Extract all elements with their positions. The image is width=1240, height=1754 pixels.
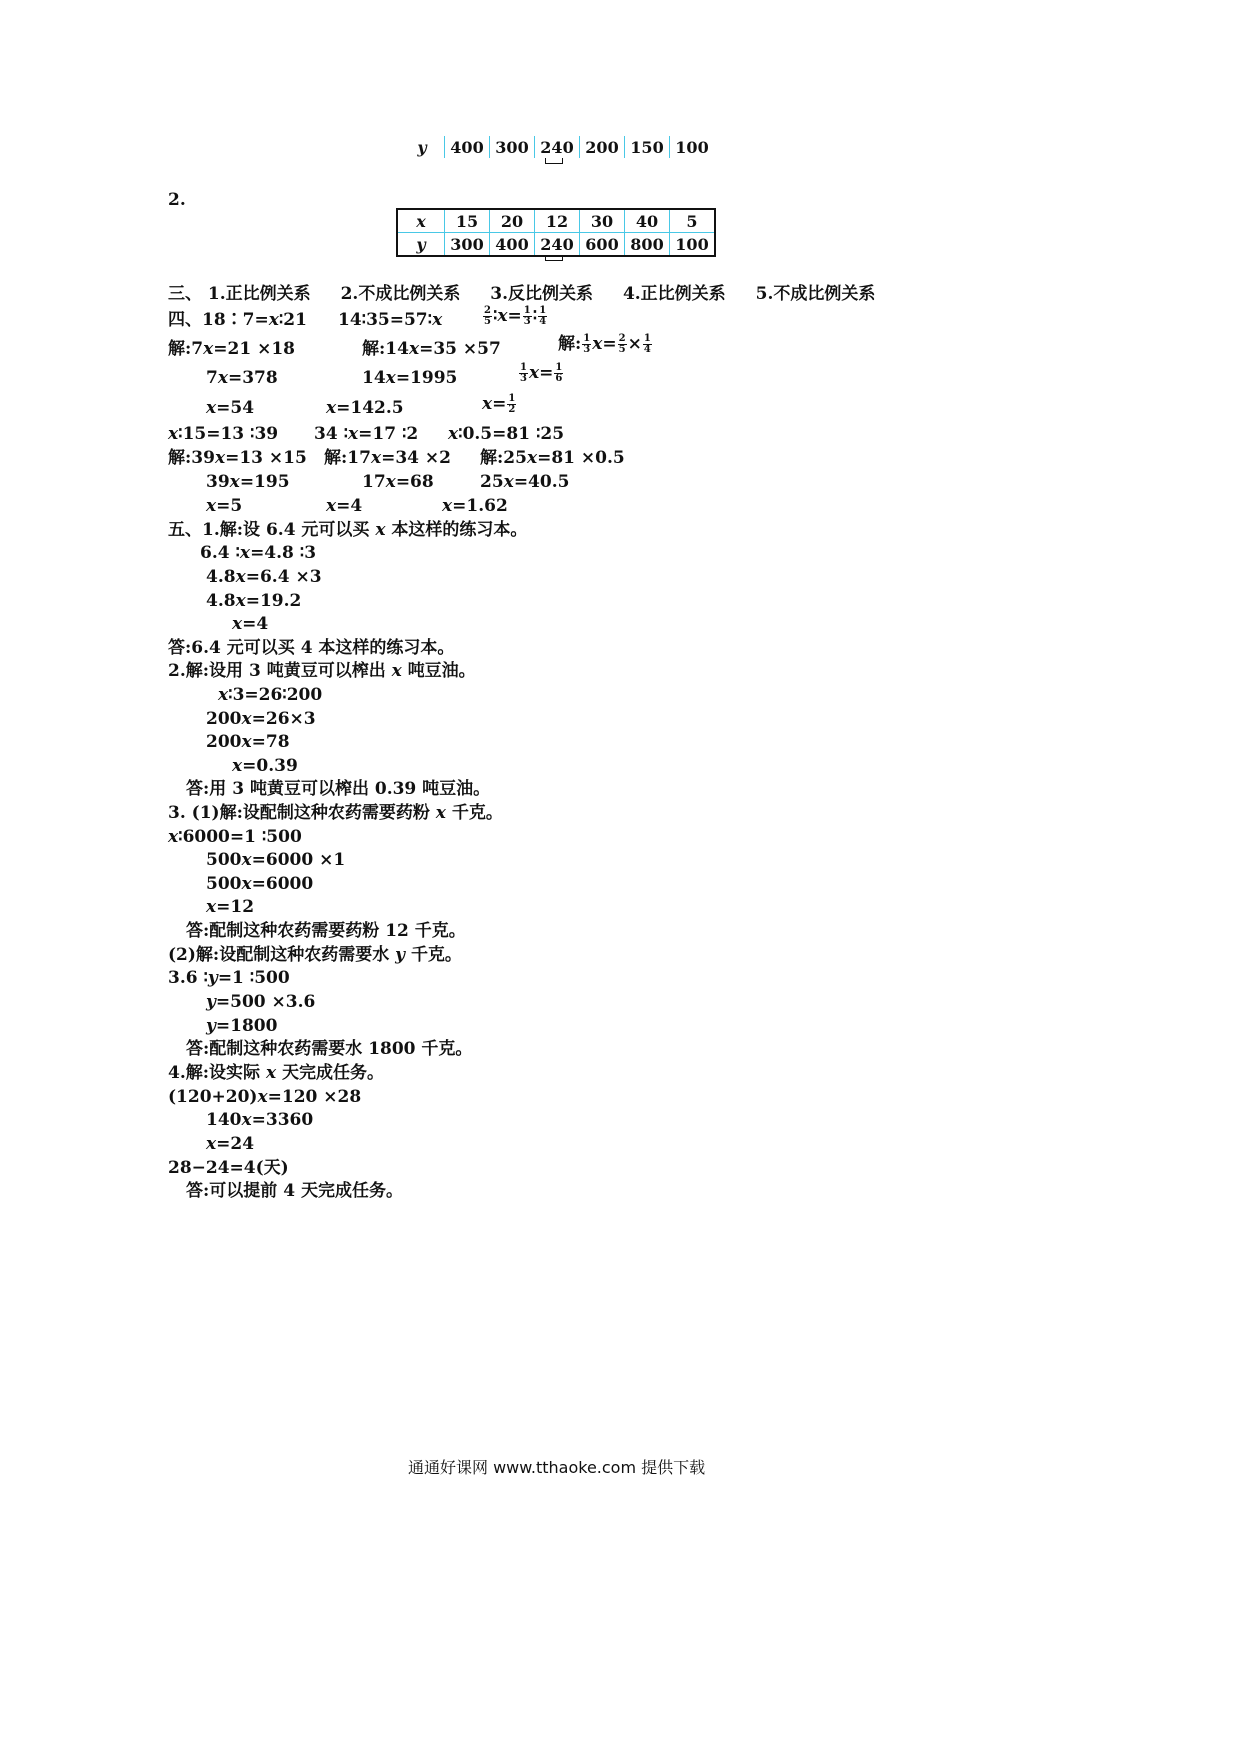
var-x: x	[528, 363, 540, 383]
var-x: x	[168, 424, 179, 444]
eq-text: =4	[336, 496, 363, 516]
var-x: x	[442, 496, 453, 516]
s4-row3-col2	[362, 368, 457, 388]
s4-row4-col1	[206, 398, 254, 418]
top-table-cell: 400	[445, 136, 490, 158]
section3-item: 1.正比例关系	[207, 284, 311, 304]
eq-text: 14	[385, 339, 409, 359]
top-table-cell: 200	[580, 136, 625, 158]
eq-text: 17	[347, 448, 371, 468]
var-x: x	[497, 306, 508, 326]
fraction: $\frac{1}{6}$	[555, 362, 563, 384]
p1-intro: 五、1.解:设 6.4 元可以买 x 本这样的练习本。	[168, 520, 528, 540]
top-table-header: y	[417, 137, 427, 157]
eq-text: 解:	[168, 448, 192, 468]
s4-row1-col1	[168, 310, 307, 330]
fraction: $\frac{1}{3}$	[583, 333, 591, 355]
p3-m3: y=1800	[206, 1016, 278, 1036]
fraction: $\frac{1}{4}$	[643, 333, 651, 355]
eq-text: =	[602, 334, 617, 354]
var-x: x	[214, 448, 226, 468]
fraction: $\frac{2}{5}$	[484, 305, 491, 327]
var-x: x	[408, 339, 420, 359]
s4-row2-col2	[362, 339, 501, 359]
footer-text: 通通好课网 www.tthaoke.com 提供下载	[408, 1458, 706, 1477]
eq-text: =17 ∶2	[358, 424, 419, 444]
eq-text: 解:	[362, 339, 386, 359]
eq-text: =40.5	[513, 472, 570, 492]
var-x: x	[326, 398, 337, 418]
p4-line4: 28−24=4(天)	[168, 1158, 289, 1178]
section3-title: 三、	[168, 284, 202, 304]
fraction: $\frac{1}{3}$	[520, 362, 527, 384]
var-x: x	[203, 339, 214, 359]
q2-row-y	[397, 233, 715, 257]
s4-row6-col3	[480, 448, 625, 468]
section3-item: 5.不成比例关系	[755, 284, 876, 304]
p2-line4: x=0.39	[232, 756, 298, 776]
s4-row8-col1	[206, 496, 242, 516]
var-x: x	[206, 398, 217, 418]
p4-line2: 140x=3360	[206, 1110, 314, 1130]
q2-cell: 15	[445, 209, 490, 233]
q2-y-header: y	[416, 234, 426, 254]
q2-table-marker	[545, 255, 563, 261]
fraction: $\frac{2}{5}$	[618, 333, 626, 355]
p3-line4: x=12	[206, 897, 255, 917]
eq-text: =195	[239, 472, 290, 492]
eq-text: =378	[227, 368, 278, 388]
p2-answer: 答:用 3 吨黄豆可以榨出 0.39 吨豆油。	[186, 779, 491, 799]
p1-line3: 4.8x=19.2	[206, 591, 302, 611]
eq-text: 18∶7=	[202, 310, 269, 330]
q2-cell: 100	[670, 233, 716, 257]
q2-cell: 600	[580, 233, 625, 257]
p1-answer: 答:6.4 元可以买 4 本这样的练习本。	[168, 638, 455, 658]
p2-line3: 200x=78	[206, 732, 290, 752]
var-x: x	[482, 394, 493, 414]
top-table-cell: 300	[490, 136, 535, 158]
q2-label: 2.	[168, 190, 186, 210]
q2-cell: 400	[490, 233, 535, 257]
top-table-cell: 150	[625, 136, 670, 158]
var-x: x	[229, 472, 240, 492]
section4-title: 四、	[168, 310, 202, 330]
eq-text: ∶15=13 ∶39	[178, 424, 279, 444]
s4-row5-col1	[168, 424, 278, 444]
s4-row4-col3	[482, 394, 517, 415]
var-x: x	[206, 496, 217, 516]
eq-text: ∶0.5=81 ∶25	[458, 424, 565, 444]
eq-text: 解:	[480, 448, 504, 468]
eq-text: =5	[216, 496, 243, 516]
s4-row3-col3	[518, 363, 564, 384]
p1-line4: x=4	[232, 614, 269, 634]
var-x: x	[268, 310, 279, 330]
eq-text: =81 ×0.5	[537, 448, 625, 468]
s4-row8-col2	[326, 496, 362, 516]
var-x: x	[385, 472, 396, 492]
eq-text: =54	[216, 398, 255, 418]
s4-row5-col2	[314, 424, 418, 444]
p2-line2: 200x=26×3	[206, 709, 316, 729]
q2-cell: 12	[535, 209, 580, 233]
q2-cell: 30	[580, 209, 625, 233]
eq-text: 34 ∶	[314, 424, 348, 444]
var-x: x	[217, 368, 228, 388]
eq-text: 25	[480, 472, 504, 492]
q2-row-x	[397, 209, 715, 233]
s4-row2-col3	[558, 334, 653, 355]
p3-m2: y=500 ×3.6	[206, 992, 316, 1012]
eq-text: 解:	[558, 334, 582, 354]
eq-text: =	[492, 394, 507, 414]
s4-row7-col3	[480, 472, 569, 492]
fraction: $\frac{1}{3}$	[523, 305, 531, 327]
eq-text: =34 ×2	[381, 448, 451, 468]
eq-text: 39	[191, 448, 215, 468]
eq-text: 7	[191, 339, 204, 359]
s4-row3-col1	[206, 368, 278, 388]
q2-table	[396, 208, 716, 257]
q2-cell: 20	[490, 209, 535, 233]
eq-text: 14	[362, 368, 386, 388]
eq-text: ∶	[492, 306, 498, 326]
q2-cell: 800	[625, 233, 670, 257]
s4-row6-col2	[324, 448, 451, 468]
q2-cell: 240	[535, 233, 580, 257]
eq-text: 解:	[324, 448, 348, 468]
s4-row7-col2	[362, 472, 434, 492]
var-x: x	[370, 448, 382, 468]
eq-text: =1995	[395, 368, 458, 388]
var-x: x	[592, 334, 603, 354]
s4-row4-col2	[326, 398, 404, 418]
top-table-cell: 100	[670, 136, 715, 158]
var-x: x	[432, 310, 443, 330]
s4-row6-col1	[168, 448, 307, 468]
fraction: $\frac{1}{2}$	[508, 393, 516, 415]
eq-text: 7	[206, 368, 218, 388]
var-x: x	[503, 472, 514, 492]
q2-cell: 40	[625, 209, 670, 233]
section3-item: 4.正比例关系	[622, 284, 726, 304]
var-x: x	[526, 448, 538, 468]
var-x: x	[448, 424, 459, 444]
s4-row8-col3	[442, 496, 508, 516]
eq-text: =13 ×15	[225, 448, 307, 468]
top-table-row	[400, 136, 714, 158]
eq-text: 14∶35=57∶	[338, 310, 433, 330]
s4-row2-col1	[168, 339, 295, 359]
var-x: x	[348, 424, 359, 444]
eq-text: =	[507, 306, 522, 326]
p4-line1: (120+20)x=120 ×28	[168, 1087, 362, 1107]
p4-answer: 答:可以提前 4 天完成任务。	[186, 1181, 403, 1201]
section3-item: 2.不成比例关系	[340, 284, 461, 304]
eq-text: ∶	[532, 306, 538, 326]
top-table	[400, 136, 714, 158]
s4-row1-col3	[482, 306, 548, 327]
p1-line1: 6.4 ∶x=4.8 ∶3	[200, 543, 317, 563]
q2-cell: 5	[670, 209, 716, 233]
p3-line1: x∶6000=1 ∶500	[168, 827, 302, 847]
p3-m1: 3.6 ∶y=1 ∶500	[168, 968, 290, 988]
p4-intro: 4.解:设实际 x 天完成任务。	[168, 1063, 385, 1083]
var-x: x	[326, 496, 337, 516]
p3-answer2: 答:配制这种农药需要水 1800 千克。	[186, 1039, 473, 1059]
eq-text: ∶21	[278, 310, 307, 330]
p3-answer: 答:配制这种农药需要药粉 12 千克。	[186, 921, 466, 941]
s4-row1-col2	[338, 310, 442, 330]
q2-cell: 300	[445, 233, 490, 257]
eq-text: 17	[362, 472, 386, 492]
s4-row5-col3	[448, 424, 564, 444]
p3-line2: 500x=6000 ×1	[206, 850, 346, 870]
q2-x-header: x	[397, 209, 445, 233]
section3-line	[168, 284, 875, 304]
eq-text: =	[539, 363, 554, 383]
eq-text: 25	[503, 448, 527, 468]
eq-text: =1.62	[452, 496, 508, 516]
p3-intro: 3. (1)解:设配制这种农药需要药粉 x 千克。	[168, 803, 503, 823]
eq-text: =21 ×18	[213, 339, 295, 359]
top-table-marker	[545, 158, 563, 164]
p1-line2: 4.8x=6.4 ×3	[206, 567, 322, 587]
eq-text: =142.5	[336, 398, 404, 418]
eq-text: =35 ×57	[419, 339, 501, 359]
section3-item: 3.反比例关系	[490, 284, 594, 304]
s4-row7-col1	[206, 472, 290, 492]
p4-line3: x=24	[206, 1134, 255, 1154]
fraction: $\frac{1}{4}$	[539, 305, 547, 327]
eq-text: 39	[206, 472, 230, 492]
p3-line3: 500x=6000	[206, 874, 314, 894]
eq-text: ×	[627, 334, 642, 354]
eq-text: =68	[395, 472, 434, 492]
eq-text: 解:	[168, 339, 192, 359]
p2-intro: 2.解:设用 3 吨黄豆可以榨出 x 吨豆油。	[168, 661, 476, 681]
p3-intro2: (2)解:设配制这种农药需要水 y 千克。	[168, 945, 462, 965]
p2-line1: x∶3=26∶200	[218, 685, 323, 705]
var-x: x	[385, 368, 396, 388]
top-table-cell: 240	[535, 136, 580, 158]
